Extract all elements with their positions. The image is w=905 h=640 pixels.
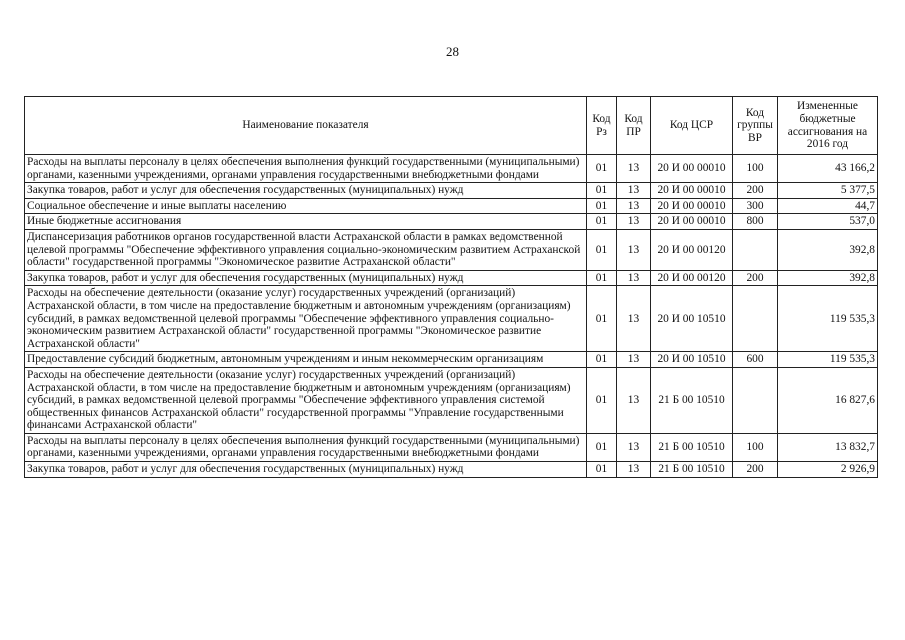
rz-code-cell: 01 bbox=[587, 270, 617, 286]
indicator-name-cell: Закупка товаров, работ и услуг для обеспечения государственных (муниципальных) нужд bbox=[25, 183, 587, 199]
table-row bbox=[25, 367, 878, 433]
indicator-name-cell: Иные бюджетные ассигнования bbox=[25, 214, 587, 230]
csr-code-cell: 20 И 00 00120 bbox=[651, 270, 733, 286]
rz-code-cell: 01 bbox=[587, 198, 617, 214]
amount-cell: 392,8 bbox=[778, 229, 878, 270]
table-body bbox=[25, 155, 878, 478]
vr-code-cell: 200 bbox=[733, 183, 778, 199]
amount-cell: 119 535,3 bbox=[778, 286, 878, 352]
header-amount: Измененные бюджетные ассигнования на 2016 год bbox=[778, 97, 878, 155]
pr-code-cell: 13 bbox=[617, 270, 651, 286]
header-vr-code: Код группы ВР bbox=[733, 97, 778, 155]
amount-cell: 44,7 bbox=[778, 198, 878, 214]
rz-code-cell: 01 bbox=[587, 352, 617, 368]
rz-code-cell: 01 bbox=[587, 229, 617, 270]
csr-code-cell: 21 Б 00 10510 bbox=[651, 462, 733, 478]
rz-code-cell: 01 bbox=[587, 286, 617, 352]
csr-code-cell: 20 И 00 00010 bbox=[651, 183, 733, 199]
table-row bbox=[25, 270, 878, 286]
indicator-name-cell: Предоставление субсидий бюджетным, автономным учреждениям и иным некоммерческим организациям bbox=[25, 352, 587, 368]
table-row bbox=[25, 352, 878, 368]
pr-code-cell: 13 bbox=[617, 352, 651, 368]
table-row bbox=[25, 462, 878, 478]
table-row bbox=[25, 214, 878, 230]
table-row bbox=[25, 198, 878, 214]
pr-code-cell: 13 bbox=[617, 214, 651, 230]
vr-code-cell: 100 bbox=[733, 155, 778, 183]
csr-code-cell: 20 И 00 00010 bbox=[651, 155, 733, 183]
csr-code-cell: 20 И 00 10510 bbox=[651, 352, 733, 368]
csr-code-cell: 21 Б 00 10510 bbox=[651, 433, 733, 461]
indicator-name-cell: Социальное обеспечение и иные выплаты населению bbox=[25, 198, 587, 214]
amount-cell: 13 832,7 bbox=[778, 433, 878, 461]
csr-code-cell: 21 Б 00 10510 bbox=[651, 367, 733, 433]
amount-cell: 16 827,6 bbox=[778, 367, 878, 433]
rz-code-cell: 01 bbox=[587, 367, 617, 433]
table-row bbox=[25, 155, 878, 183]
page-number: 28 bbox=[446, 44, 459, 59]
header-indicator-name: Наименование показателя bbox=[25, 97, 587, 155]
amount-cell: 537,0 bbox=[778, 214, 878, 230]
indicator-name-cell: Диспансеризация работников органов государственной власти Астраханской области в рамках ведомственной целевой программы "Обеспечение эффективного управления социально-экономическим развитием Астраханской области" государственной программы "Экономическое развитие Астраханской области" bbox=[25, 229, 587, 270]
header-csr-code: Код ЦСР bbox=[651, 97, 733, 155]
budget-table bbox=[24, 96, 878, 478]
pr-code-cell: 13 bbox=[617, 155, 651, 183]
vr-code-cell: 200 bbox=[733, 270, 778, 286]
rz-code-cell: 01 bbox=[587, 462, 617, 478]
amount-cell: 5 377,5 bbox=[778, 183, 878, 199]
pr-code-cell: 13 bbox=[617, 183, 651, 199]
amount-cell: 43 166,2 bbox=[778, 155, 878, 183]
csr-code-cell: 20 И 00 10510 bbox=[651, 286, 733, 352]
indicator-name-cell: Расходы на выплаты персоналу в целях обеспечения выполнения функций государственными (муниципальными) органами, казенными учреждениями, органами управления государственными внебюджетными фондами bbox=[25, 433, 587, 461]
csr-code-cell: 20 И 00 00010 bbox=[651, 198, 733, 214]
rz-code-cell: 01 bbox=[587, 183, 617, 199]
amount-cell: 119 535,3 bbox=[778, 352, 878, 368]
header-rz-code: Код Рз bbox=[587, 97, 617, 155]
rz-code-cell: 01 bbox=[587, 214, 617, 230]
pr-code-cell: 13 bbox=[617, 462, 651, 478]
vr-code-cell bbox=[733, 229, 778, 270]
table-row bbox=[25, 433, 878, 461]
header-pr-code: Код ПР bbox=[617, 97, 651, 155]
pr-code-cell: 13 bbox=[617, 286, 651, 352]
amount-cell: 392,8 bbox=[778, 270, 878, 286]
indicator-name-cell: Расходы на обеспечение деятельности (оказание услуг) государственных учреждений (организаций) Астраханской области, в том числе на предоставление бюджетным и автономным учреждениям (организациям) субсидий, в рамках ведомственной целевой программы "Обеспечение эффективного управления системой общественных финансов Астраханской области" государственной программы "Управление государственными финансами Астраханской области" bbox=[25, 367, 587, 433]
vr-code-cell: 800 bbox=[733, 214, 778, 230]
table-row bbox=[25, 286, 878, 352]
table-row bbox=[25, 183, 878, 199]
indicator-name-cell: Закупка товаров, работ и услуг для обеспечения государственных (муниципальных) нужд bbox=[25, 270, 587, 286]
vr-code-cell: 600 bbox=[733, 352, 778, 368]
pr-code-cell: 13 bbox=[617, 198, 651, 214]
table-row bbox=[25, 229, 878, 270]
indicator-name-cell: Расходы на обеспечение деятельности (оказание услуг) государственных учреждений (организаций) Астраханской области, в том числе на предоставление бюджетным и автономным учреждениям (организациям) субсидий, в рамках ведомственной целевой программы "Обеспечение эффективного управления социально-экономическим развитием Астраханской области" государственной программы "Экономическое развитие Астраханской области" bbox=[25, 286, 587, 352]
pr-code-cell: 13 bbox=[617, 229, 651, 270]
csr-code-cell: 20 И 00 00120 bbox=[651, 229, 733, 270]
table-header-row bbox=[25, 97, 878, 155]
csr-code-cell: 20 И 00 00010 bbox=[651, 214, 733, 230]
vr-code-cell: 100 bbox=[733, 433, 778, 461]
indicator-name-cell: Расходы на выплаты персоналу в целях обеспечения выполнения функций государственными (муниципальными) органами, казенными учреждениями, органами управления государственными внебюджетными фондами bbox=[25, 155, 587, 183]
pr-code-cell: 13 bbox=[617, 367, 651, 433]
rz-code-cell: 01 bbox=[587, 155, 617, 183]
vr-code-cell: 300 bbox=[733, 198, 778, 214]
vr-code-cell bbox=[733, 286, 778, 352]
vr-code-cell bbox=[733, 367, 778, 433]
amount-cell: 2 926,9 bbox=[778, 462, 878, 478]
pr-code-cell: 13 bbox=[617, 433, 651, 461]
indicator-name-cell: Закупка товаров, работ и услуг для обеспечения государственных (муниципальных) нужд bbox=[25, 462, 587, 478]
rz-code-cell: 01 bbox=[587, 433, 617, 461]
vr-code-cell: 200 bbox=[733, 462, 778, 478]
